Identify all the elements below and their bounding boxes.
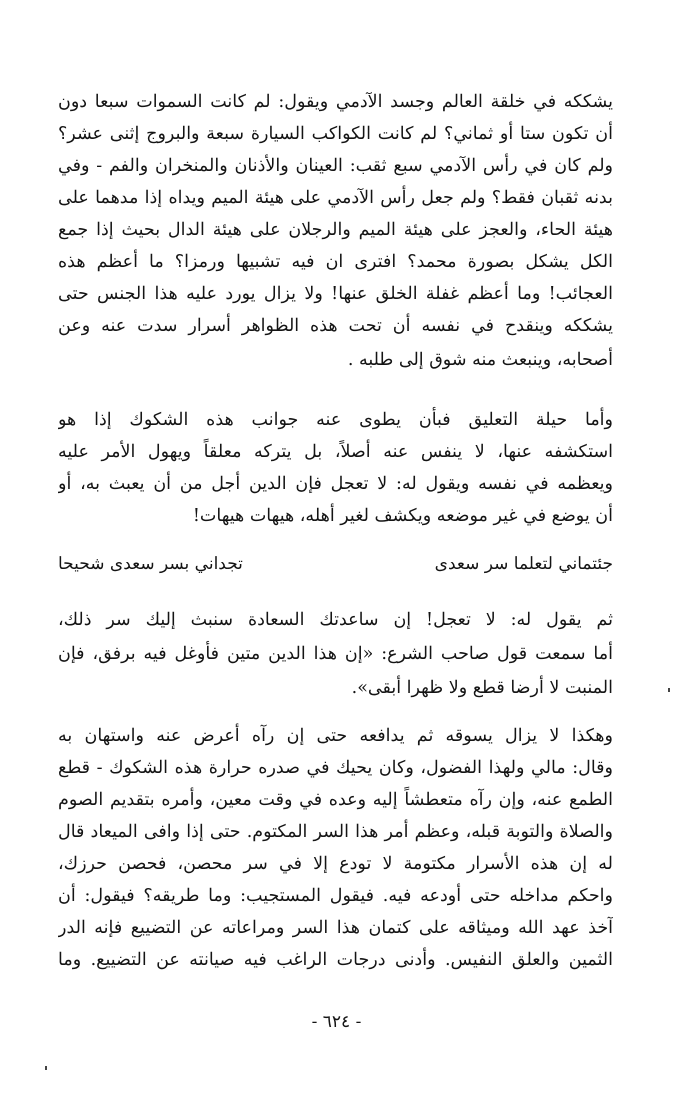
text-line: الكل يشكل بصورة محمد؟ افترى ان فيه تشبيها ورمزا؟ ما أعظم هذه [58,252,613,272]
text-line: الثمين والعلق النفيس. وأدنى درجات الراغب فيه صيانته عن التضييع. وما [58,950,613,970]
verse-first-hemistich: جئتماني لتعلما سر سعدى [434,554,613,574]
text-line: المنبت لا أرضا قطع ولا ظهرا أبقى». [351,678,613,698]
text-line: بدنه ثقبان فقط؟ ولم جعل رأس الآدمي على هيئة الميم ويداه إذا مدهما على [58,188,613,208]
text-line: وهكذا لا يزال يسوقه ثم يدافعه حتى إن رآه أعرض عنه واستهان به [58,726,613,746]
text-line: والصلاة والتوبة قبله، وعظم أمر هذا السر المكتوم. حتى إذا وافى الميعاد قال [58,822,613,842]
text-line: واحكم مداخله حتى أودعه فيه. فيقول المستجيب: وما طريقه؟ فيقول: أن [58,886,613,906]
page-number: - ٦٢٤ - [311,1012,362,1032]
text-line: أصحابه، وينبعث منه شوق إلى طلبه . [347,350,613,370]
verse-second-hemistich: تجداني بسر سعدى شحيحا [58,554,243,574]
text-line: وأما حيلة التعليق فبأن يطوى عنه جوانب هذه الشكوك إذا هو [58,410,613,430]
text-line: العجائب! وما أعظم غفلة الخلق عنها! ولا يزال يورد عليه هذا الجنس حتى [58,284,613,304]
text-line: له إن هذه الأسرار مكتومة لا تودع إلا في سر محصن، فحصن حرزك، [58,854,613,874]
text-line: استكشفه عنها، لا ينفس عنه أصلاً، بل يتركه معلقاً ويهول الأمر عليه [58,442,613,462]
text-line: أن تكون ستا أو ثماني؟ لم كانت الكواكب السيارة سبعة والبروج إثنى عشر؟ [58,124,613,144]
text-line: ثم يقول له: لا تعجل! إن ساعدتك السعادة سنبث إليك سر ذلك، [58,610,613,630]
poem-verse [58,548,613,580]
text-line: ويعظمه في نفسه ويقول له: لا تعجل فإن الدين أجل من أن يعبث به، أو [58,474,613,494]
text-line: أن يوضع في غير موضعه ويكشف لغير أهله، هيهات هيهات! [192,506,613,526]
text-line: ولم كان في رأس الآدمي سبع ثقب: العينان والأذنان والمنخران والفم - وفي [58,156,613,176]
text-line: الطمع عنه، وإن رآه متعطشاً إليه وعده في وقت معين، وأمره بتقديم الصوم [58,790,613,810]
text-line: يشككه وينقدح في نفسه أن تحت هذه الظواهر أسرار سدت عنه وعن [58,316,613,336]
text-line: أما سمعت قول صاحب الشرع: «إن هذا الدين متين فأوغل فيه برفق، فإن [58,644,613,664]
scan-mark [668,688,670,692]
text-line: هيئة الحاء، والعجز على هيئة الميم والرجلان على هيئة الدال بحيث إذا جمع [58,220,613,240]
text-line: آخذ عهد الله وميثاقه على كتمان هذا السر ومراعاته عن التضييع فإنه الدر [58,918,613,938]
text-line: وقال: مالي ولهذا الفضول، وكان يحيك في صدره حرارة هذه الشكوك - قطع [58,758,613,778]
scan-mark [45,1066,47,1070]
text-line: يشككه في خلقة العالم وجسد الآدمي ويقول: لم كانت السموات سبعا دون [58,92,613,112]
